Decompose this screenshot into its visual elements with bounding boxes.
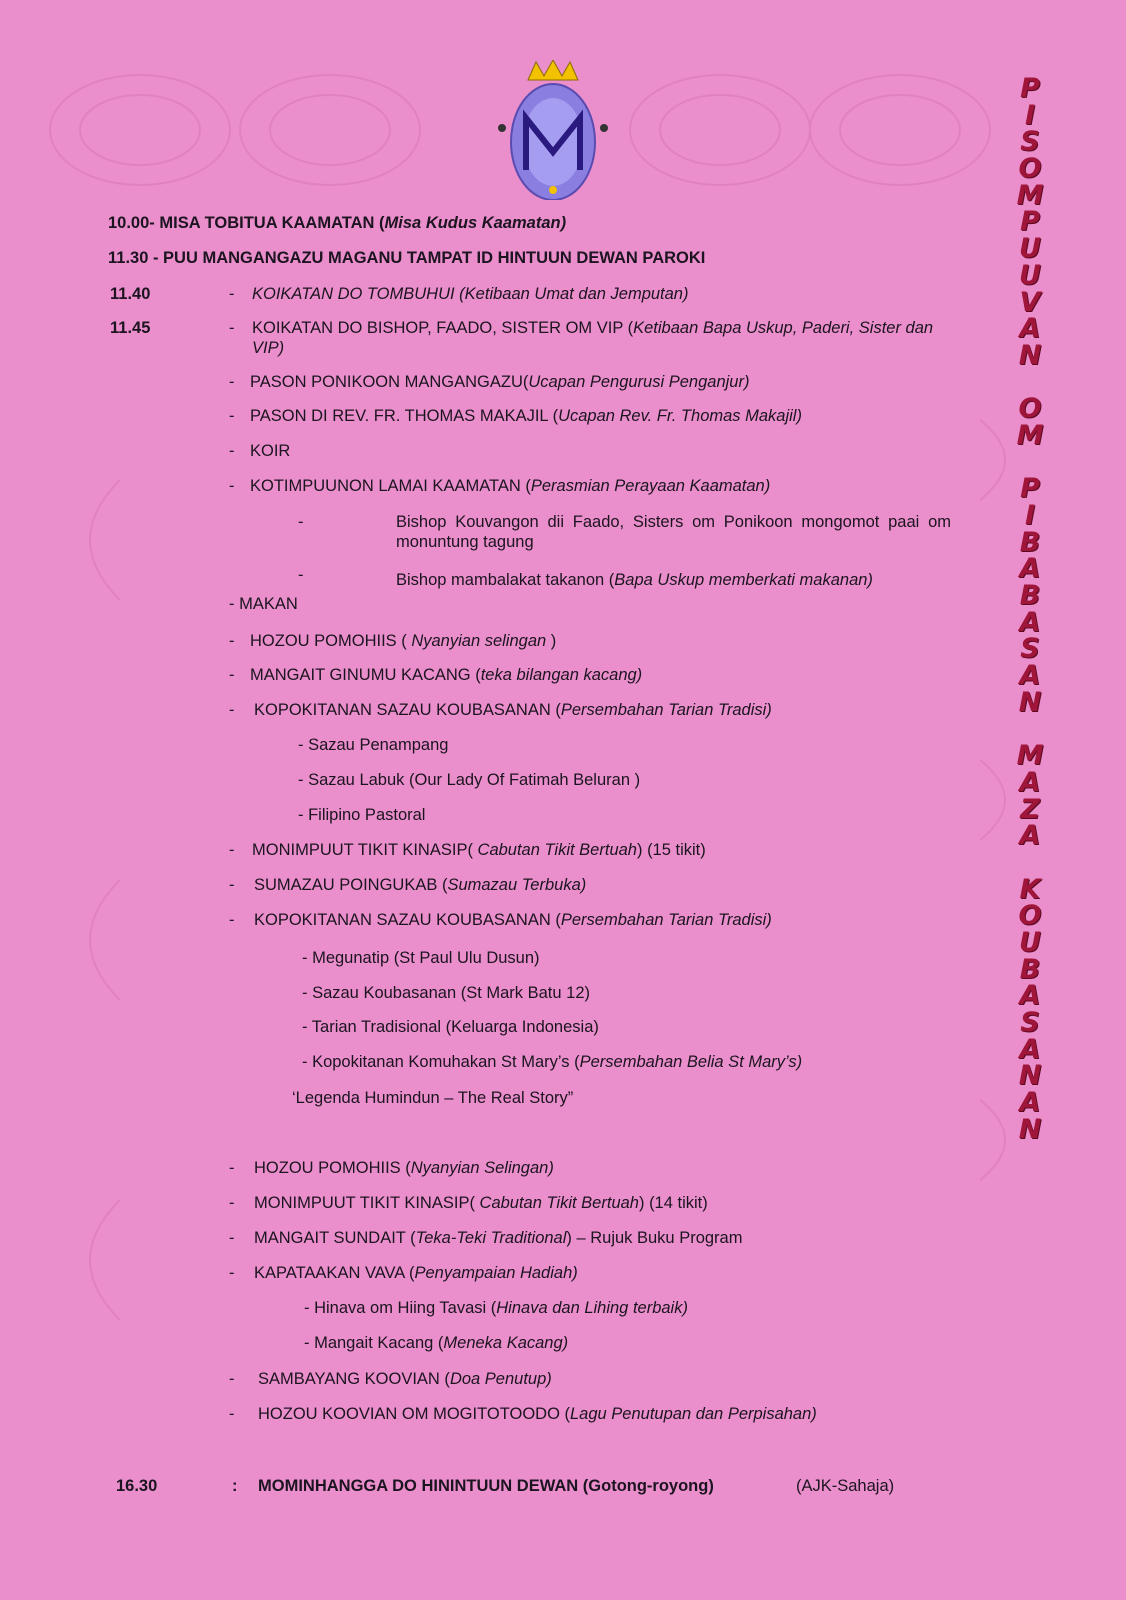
priest-speech-line: PASON DI REV. FR. THOMAS MAKAJIL (Ucapan Rev. Fr. Thomas Makajil)	[250, 407, 802, 425]
bishop-gong-line: Bishop Kouvangon dii Faado, Sisters om Ponikoon mongomot paai om monuntung tagung	[396, 513, 951, 551]
dash: -	[229, 1159, 235, 1177]
dash: -	[229, 477, 235, 495]
dash: -	[229, 1194, 235, 1212]
dash: -	[229, 319, 235, 337]
vertical-title-letter: M	[1016, 740, 1044, 772]
dash: -	[229, 407, 235, 425]
vertical-title-letter: O	[1018, 153, 1042, 185]
cleanup-committee-note: (AJK-Sahaja)	[796, 1477, 895, 1495]
arrival-line: KOIKATAN DO TOMBUHUI (Ketibaan Umat dan Jemputan)	[252, 285, 689, 303]
vertical-title-letter: B	[1019, 580, 1041, 612]
vertical-title-letter: P	[1020, 473, 1040, 505]
dash: -	[229, 1370, 235, 1388]
dash: -	[229, 285, 235, 303]
vertical-title-letter: M	[1016, 179, 1044, 211]
vertical-title-letter: A	[1019, 766, 1041, 798]
vip-arrival-line: KOIKATAN DO BISHOP, FAADO, SISTER OM VIP (Ketibaan Bapa Uskup, Paderi, Sister dan VIP)	[252, 319, 934, 357]
vertical-title-letter: M	[1016, 419, 1044, 451]
dash: -	[229, 442, 235, 460]
prize-item: - Mangait Kacang (Meneka Kacang)	[304, 1334, 569, 1352]
peanut-guess-line: MANGAIT GINUMU KACANG (teka bilangan kacang)	[250, 666, 643, 684]
vertical-title-letter: N	[1018, 686, 1042, 718]
vertical-title-letter: A	[1019, 606, 1041, 638]
vertical-title-letter: I	[1024, 500, 1036, 531]
vertical-title-letter: N	[1018, 1060, 1042, 1092]
opening-line: KOTIMPUUNON LAMAI KAAMATAN (Perasmian Perayaan Kaamatan)	[250, 477, 771, 495]
vertical-title-letter: S	[1020, 126, 1040, 158]
dash: -	[229, 373, 235, 391]
vertical-title-letter: A	[1019, 1087, 1041, 1119]
song-line-2: HOZOU POMOHIIS (Nyanyian Selingan)	[254, 1159, 554, 1177]
vertical-title-letter: A	[1019, 660, 1041, 692]
vertical-title-letter: P	[1020, 73, 1040, 104]
dance-item: - Megunatip (St Paul Ulu Dusun)	[302, 949, 540, 967]
vertical-event-title	[1000, 73, 1060, 1145]
vertical-title-letter: I	[1024, 99, 1036, 131]
prize-line: KAPATAAKAN VAVA (Penyampaian Hadiah)	[254, 1264, 578, 1282]
crown-m-logo	[498, 60, 608, 200]
vertical-title-letter: A	[1019, 980, 1041, 1012]
vertical-title-letter: U	[1019, 233, 1041, 265]
vertical-title-letter: N	[1018, 339, 1042, 371]
open-sumazau-line: SUMAZAU POINGUKAB (Sumazau Terbuka)	[254, 876, 587, 894]
song-line: HOZOU POMOHIIS ( Nyanyian selingan )	[250, 632, 557, 650]
lucky-draw-line-2: MONIMPUUT TIKIT KINASIP( Cabutan Tikit Bertuah) (14 tikit)	[254, 1194, 708, 1212]
legend-story-line: ‘Legenda Humindun – The Real Story”	[292, 1089, 574, 1107]
closing-song-line: HOZOU KOOVIAN OM MOGITOTOODO (Lagu Penutupan dan Perpisahan)	[258, 1405, 817, 1423]
vertical-title-letter: Z	[1020, 793, 1040, 825]
colon: :	[232, 1477, 238, 1495]
dash: -	[298, 513, 304, 531]
dash: -	[229, 1264, 235, 1282]
vertical-title-letter: N	[1018, 1113, 1042, 1145]
time-1140: 11.40	[110, 285, 151, 303]
dash: -	[229, 876, 235, 894]
dance-item: - Sazau Labuk (Our Lady Of Fatimah Beluran )	[298, 771, 641, 789]
dash: -	[229, 1405, 235, 1423]
vertical-title-letter	[1000, 370, 1060, 397]
prize-item: - Hinava om Hiing Tavasi (Hinava dan Lihing terbaik)	[304, 1299, 688, 1317]
vertical-title-letter: K	[1019, 873, 1041, 905]
vertical-title-letter: A	[1019, 820, 1041, 852]
time-1630: 16.30	[116, 1477, 158, 1495]
dance-item: - Kopokitanan Komuhakan St Mary’s (Persembahan Belia St Mary’s)	[302, 1053, 803, 1071]
dash: -	[229, 841, 235, 859]
vertical-title-letter: S	[1020, 1007, 1040, 1039]
dash: -	[229, 632, 235, 650]
dash: -	[229, 666, 235, 684]
dance-item: - Tarian Tradisional (Keluarga Indonesia)	[302, 1018, 599, 1036]
vertical-title-letter: P	[1020, 206, 1040, 238]
mass-line: 10.00- MISA TOBITUA KAAMATAN (Misa Kudus Kaamatan)	[108, 214, 567, 232]
vertical-title-letter: U	[1019, 927, 1041, 958]
program-start-line: 11.30 - PUU MANGANGAZU MAGANU TAMPAT ID HINTUUN DEWAN PAROKI	[108, 249, 706, 267]
dance-item: - Filipino Pastoral	[298, 806, 426, 824]
dance-line-1: KOPOKITANAN SAZAU KOUBASANAN (Persembahan Tarian Tradisi)	[254, 701, 772, 719]
choir-line: KOIR	[250, 442, 291, 460]
riddle-line: MANGAIT SUNDAIT (Teka-Teki Traditional) – Rujuk Buku Program	[254, 1229, 743, 1247]
dash: -	[298, 566, 304, 584]
vertical-title-letter: V	[1019, 286, 1041, 318]
dash: -	[229, 911, 235, 929]
vertical-title-letter: A	[1019, 1033, 1041, 1065]
vertical-title-letter: B	[1019, 526, 1041, 558]
vertical-title-letter: U	[1019, 259, 1041, 291]
chairman-speech-line: PASON PONIKOON MANGANGAZU(Ucapan Pengurusi Penganjur)	[250, 373, 750, 391]
time-1145: 11.45	[110, 319, 151, 337]
vertical-title-letter: B	[1019, 953, 1041, 985]
cleanup-line: MOMINHANGGA DO HININTUUN DEWAN (Gotong-royong)	[258, 1477, 714, 1495]
dash: -	[229, 1229, 235, 1247]
dance-item: - Sazau Penampang	[298, 736, 449, 754]
vertical-title-letter: A	[1019, 313, 1041, 345]
dance-line-2: KOPOKITANAN SAZAU KOUBASANAN (Persembahan Tarian Tradisi)	[254, 911, 772, 929]
vertical-title-letter: S	[1020, 633, 1040, 665]
dance-item: - Sazau Koubasanan (St Mark Batu 12)	[302, 984, 590, 1002]
lucky-draw-line-1: MONIMPUUT TIKIT KINASIP( Cabutan Tikit Bertuah) (15 tikit)	[252, 841, 706, 859]
vertical-title-letter	[1000, 450, 1060, 477]
bishop-blessing-line: Bishop mambalakat takanon (Bapa Uskup memberkati makanan)	[396, 571, 873, 589]
vertical-title-letter	[1000, 850, 1060, 877]
vertical-title-letter: A	[1019, 553, 1041, 585]
closing-prayer-line: SAMBAYANG KOOVIAN (Doa Penutup)	[258, 1370, 552, 1388]
dash: -	[229, 701, 235, 719]
vertical-title-letter: O	[1018, 393, 1042, 425]
vertical-title-letter	[1000, 717, 1060, 744]
vertical-title-letter: O	[1018, 900, 1042, 932]
meal-line: - MAKAN	[229, 595, 298, 613]
